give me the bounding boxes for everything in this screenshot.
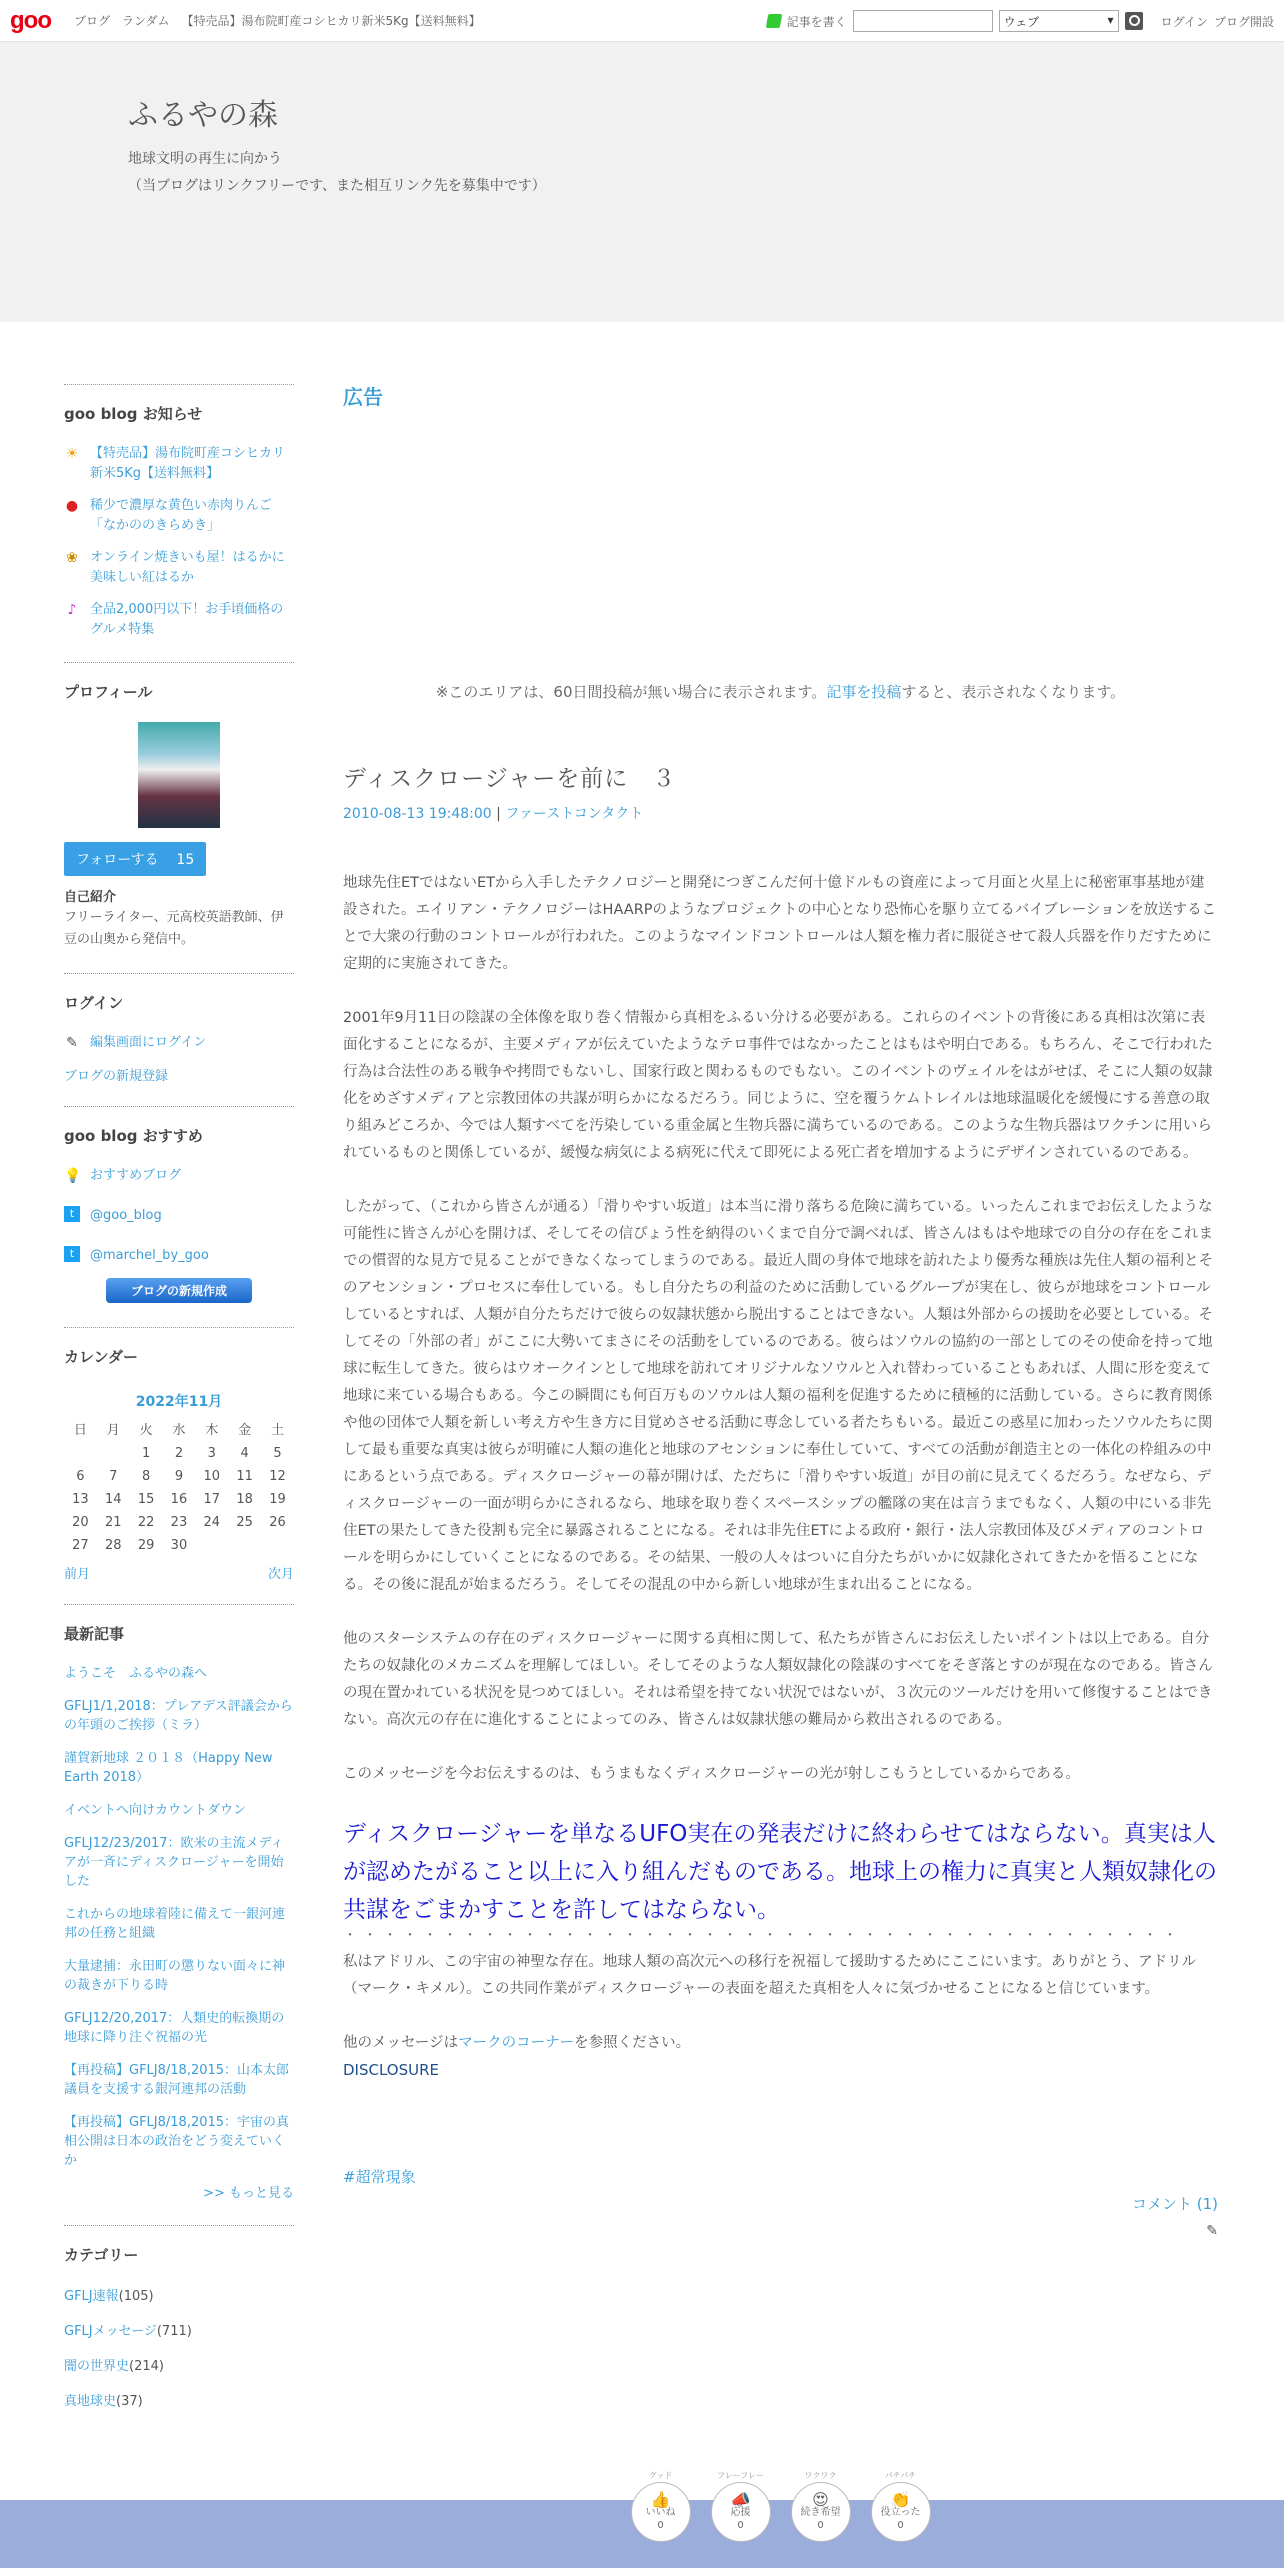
notice-text-a: ※このエリアは、60日間投稿が無い場合に表示されます。 [435,683,827,701]
recent-post-link[interactable]: ようこそ ふるやの森へ [64,1666,208,1681]
blog-description-line1: 地球文明の再生に向かう [128,151,282,167]
recent-heading: 最新記事 [64,1625,125,1643]
calendar-day: 19 [269,1492,286,1507]
profile-avatar[interactable] [138,722,220,828]
calendar-day: 8 [141,1469,151,1484]
calendar-day: 20 [72,1515,89,1530]
news-link[interactable]: オンライン焼きいも屋！はるかに美味しい紅はるか [90,550,285,585]
calendar-day: 14 [104,1492,122,1507]
follow-count: 15 [176,852,195,868]
ad-heading: 広告 [343,385,383,409]
post-title[interactable]: ディスクロージャーを前に ３ [343,766,677,792]
search-scope-select[interactable] [999,10,1119,32]
weekday: 土 [271,1423,285,1438]
calendar-day [97,1442,130,1465]
nav-random-link[interactable]: ランダム [122,14,170,28]
twitter-goo-blog-link[interactable]: @goo_blog [90,1208,162,1223]
post-paragraph: 私はアドリル、この宇宙の神聖な存在。地球人類の高次元への移行を祝福して援助するためにここにいます。ありがとう、アドリル（マーク・キメル）。この共同作業がディスクロージャーの表面を超えた真相を人々に気づかせることになると信じています。 [343,1954,1197,1997]
news-item [64,496,294,536]
calendar-month: 2022年11月 [135,1394,223,1410]
calendar-day: 27 [72,1538,89,1553]
intro-text: フリーライター、元高校英語教師、伊豆の山奥から発信中。 [64,910,284,947]
category-link[interactable]: 真地球史 [64,2394,117,2409]
reaction-buttons [628,2470,933,2542]
calendar-day: 16 [170,1492,188,1507]
recent-post-link[interactable]: これからの地球着陸に備えて一銀河連邦の任務と組織 [64,1907,286,1941]
calendar-day: 10 [203,1469,221,1484]
reaction-good[interactable] [628,2470,693,2542]
megaphone-icon: 📣 [730,2489,751,2509]
calendar-day: 13 [72,1492,89,1507]
reaction-top-label: パチパチ [884,2471,917,2480]
category-count: (711) [156,2324,192,2339]
reaction-label: 役立った [880,2506,921,2518]
news-section [64,384,294,640]
calendar-day: 7 [109,1469,118,1484]
recommend-heading: goo blog おすすめ [64,1127,203,1145]
calendar-day: 2 [174,1446,184,1461]
lightbulb-icon: 💡 [64,1168,82,1184]
category-link[interactable]: GFLJメッセージ [64,2324,157,2339]
twitter-icon: t [64,1246,80,1262]
reaction-label: いいね [645,2506,676,2518]
category-heading: カテゴリー [64,2246,139,2264]
calendar-day: 30 [170,1538,188,1553]
calendar-weekdays [64,1415,294,1442]
notice-text-b: すると、表示されなくなります。 [901,683,1126,701]
post-category-link[interactable]: ファーストコンタクト [505,806,644,822]
category-item [64,2390,294,2409]
reaction-count: 0 [657,2519,664,2531]
recent-posts-section [64,1604,294,2203]
recent-post-link[interactable]: 【再投稿】GFLJ8/18,2015：宇宙の真相公開は日本の政治をどう変えていくか [64,2115,290,2168]
calendar-day: 11 [236,1469,253,1484]
news-heading: goo blog お知らせ [64,405,203,423]
recent-post-link[interactable]: GFLJ12/23/2017：欧米の主流メディアが一斉にディスクロージャーを開始した [64,1836,284,1889]
recent-post-link[interactable]: 謹賀新地球 ２０１８（Happy New Earth 2018） [64,1751,273,1785]
search-input[interactable] [853,10,993,32]
calendar-day: 25 [236,1515,253,1530]
recommend-section [64,1106,294,1303]
post-paragraph: 他のスターシステムの存在のディスクロージャーに関する真相に関して、私たちが皆さんにお伝えしたいポイントは以上である。自分たちの奴隷化のメカニズムを理解してほしい。そしてそのような人類奴隷化の陰謀のすべてをそぎ落とすのが現在なのである。皆さんの現在置かれている状況を見つめてほしい。それは希望を持てない状況ではないが、３次元のツールだけを用いて修復することはできない。高次元の存在に進化することによってのみ、皆さんは奴隷状態の難局から救出されるのである。 [343,1631,1213,1728]
calendar-day: 21 [104,1515,122,1530]
calendar-day: 29 [137,1538,155,1553]
category-item [64,2320,294,2339]
calendar [64,1387,294,1557]
news-link[interactable]: 【特売品】湯布院町産コシヒカリ新米5Kg【送料無料】 [90,446,286,481]
edit-login-link[interactable]: 編集画面にログイン [90,1035,207,1050]
twitter-marchel-link[interactable]: @marchel_by_goo [90,1248,209,1263]
news-link[interactable]: 全品2,000円以下！お手頃価格のグルメ特集 [90,602,284,637]
calendar-week [64,1442,294,1465]
category-count: (214) [129,2359,164,2374]
thumbs-up-icon: 👍 [650,2489,671,2509]
reaction-clap[interactable] [868,2470,933,2542]
more-text-b: を参照ください。 [574,2035,691,2051]
category-item [64,2285,294,2304]
calendar-day: 28 [104,1538,122,1553]
blog-open-link[interactable]: ブログ開設 [1213,14,1274,29]
more-text-a: 他のメッセージは [343,2035,459,2051]
post-meta [343,801,1218,828]
recent-post-link[interactable]: GFLJ1/1,2018：プレアデス評議会からの年頭のご挨拶（ミラ） [64,1699,293,1733]
edit-login-row [64,1033,294,1053]
recent-post-link[interactable]: イベントへ向けカウントダウン [64,1803,247,1818]
reaction-excited[interactable] [788,2470,853,2542]
news-item [64,548,294,588]
twitter-row [64,1206,294,1226]
goo-logo[interactable]: goo [10,6,51,34]
recommend-blog-link[interactable]: おすすめブログ [90,1168,182,1183]
category-link[interactable]: 闇の世界史 [64,2359,130,2374]
reaction-count: 0 [897,2519,904,2531]
write-article-link[interactable]: 記事を書く [786,14,847,29]
category-item [64,2355,294,2374]
calendar-week [64,1511,294,1534]
recent-post-link[interactable]: 大量逮捕：永田町の懲りない面々に神の裁きが下りる時 [64,1959,286,1993]
profile-heading: プロフィール [64,683,153,701]
meta-separator: | [491,806,506,822]
post-paragraph: 地球先住ETではないETから入手したテクノロジーと開発につぎこんだ何十億ドルもの資産によって月面と火星上に秘密軍事基地が建設された。エイリアン・テクノロジーはHAARPのようなプロジェクトの中心となり恐怖心を駆り立てるバイブレーションを放送することで大衆の行動のコントロールが行われた。このようなマインドコントロールは人類を権力者に服従させて殺人兵器を作りだすために定期的に実施されてきた。 [343,875,1217,972]
news-link[interactable]: 稀少で濃厚な黄色い赤肉りんご「なかののきらめき」 [90,498,273,533]
reaction-top-label: ワクワク [804,2471,837,2480]
sun-icon: ☀ [65,446,79,462]
weekday: 月 [106,1423,120,1438]
more-posts-link[interactable]: >> もっと見る [203,2186,294,2201]
post-date-link[interactable]: 2010-08-13 19:48:00 [343,806,492,822]
blog-header [0,42,1284,322]
next-month-link[interactable]: 次月 [267,1567,294,1582]
calendar-nav [64,1563,294,1582]
blog-description-line2: （当ブログはリンクフリーです、また相互リンク先を募集中です） [128,178,546,194]
news-item [64,600,294,640]
nav-blog-link[interactable]: ブログ [74,14,111,28]
calendar-heading: カレンダー [64,1348,139,1366]
category-link[interactable]: GFLJ速報 [64,2289,119,2304]
calendar-day: 6 [76,1469,85,1484]
calendar-day: 9 [174,1469,184,1484]
calendar-day [195,1534,228,1557]
create-blog-button[interactable]: ブログの新規作成 [106,1278,252,1303]
calendar-week [64,1488,294,1511]
calendar-day: 5 [273,1446,282,1461]
recommend-row [64,1166,294,1186]
prev-month-link[interactable]: 前月 [64,1567,91,1582]
blog-title[interactable]: ふるやの森 [128,98,278,133]
category-section [64,2225,294,2409]
calendar-day: 22 [137,1515,155,1530]
calendar-day: 18 [236,1492,253,1507]
category-count: (105) [118,2289,154,2304]
calendar-day [228,1534,261,1557]
calendar-day: 23 [170,1515,188,1530]
new-registration-link[interactable]: ブログの新規登録 [64,1069,169,1084]
music-note-icon: ♪ [67,602,77,618]
intro-heading: 自己紹介 [64,890,117,905]
topbar-right [767,0,1274,42]
weekday: 日 [73,1423,87,1438]
calendar-week [64,1465,294,1488]
disclosure-label: DISCLOSURE [343,2061,439,2079]
search-scope-value: ウェブ [1003,15,1040,29]
reaction-top-label: フレーフレー [717,2471,764,2480]
top-navigation-bar [0,0,1284,42]
follow-label: フォローする [76,852,159,868]
follow-button[interactable] [64,842,206,876]
login-section [64,973,294,1084]
weekday: 水 [172,1423,186,1438]
twitter-row [64,1246,294,1266]
recent-post-link[interactable]: 【再投稿】GFLJ8/18,2015：山本太郎議員を支援する銀河連邦の活動 [64,2063,290,2097]
post-paragraph [343,2030,1218,2057]
calendar-day: 24 [203,1515,221,1530]
weekday: 火 [139,1423,153,1438]
ad-notice [343,679,1218,706]
dotted-divider: ・・・・・・・・・・・・・・・・・・・・・・・・・・・・・・・・・・・・・・・・・・ [343,1928,1183,1944]
weekday: 木 [205,1423,219,1438]
edit-pencil-icon[interactable]: ✎ [1206,2223,1218,2239]
post-paragraph: したがって、（これから皆さんが通る）「滑りやすい坂道」は本当に滑り落ちる危険に満ちている。いったんこれまでお伝えしたような可能性に皆さんが心を開けば、そしてその信ぴょう性を納得のいくまで自分で調べれば、皆さんはもはや地球での自分の存在をこれまでの慣習的な見方で見ることができなくなってしまうのである。最近人間の身体で地球を訪れたより優秀な種族は先住人類の福利とそのアセンション・プロセスに奉仕している。もし自分たちの利益のために活動しているグループが実在し、彼らが地球をコントロールしているとすれば、人類が自分たちだけで彼らの奴隷状態から脱出することはできない。人類は外部からの援助を必要としている。そしてその「外部の者」がここに大勢いてまさにその活動をしているのである。彼らはソウルの協約の一部としてのその使命を持って地球に転生してきた。彼らはウオークインとして地球を訪れてオリジナルなソウルと入れ替わっていることもあれば、人間に形を変えて地球に来ている場合もある。今この瞬間にも何百万ものソウルは人類の福利を促進するために積極的に活動している。さらに教育関係や他の団体で人類を新しい考え方や生き方に目覚めさせる活動に専念している者たちもいる。最近この惑星に加わったソウルたちに関して最も重要な真実は彼らが明確に人類の進化と地球のアセンションに奉仕していて、すべての活動が創造主との一体化の枠組みの中にあるという点である。ディスクロージャーの幕が開けば、ただちに「滑りやすい坂道」が目の前に見えてくるだろう。なぜなら、ディスクロージャーの一面が明らかにされるなら、地球を取り巻くスペースシップの艦隊の実在は言うまでもなく、人類の中にいる非先住ETの果たしてきた役割も完全に暴露されることになる。それは非先住ETによる政府・銀行・法人宗教団体及びメディアのコントロールを明らかにしていくことになるのである。その結果、一般の人々はついに自分たちがいかに奴隷化されてきたかを悟ることになる。その後に混乱が始まるだろう。そしてその混乱の中から新しい地球が生まれ出ることになる。 [343,1199,1213,1593]
category-count: (37) [116,2394,143,2409]
reaction-count: 0 [737,2519,744,2531]
calendar-day: 12 [269,1469,286,1484]
chevron-down-icon: ▾ [1107,13,1114,27]
hashtag-link[interactable]: #超常現象 [343,2168,416,2186]
calendar-section [64,1327,294,1582]
reaction-label: 応援 [730,2506,751,2518]
blog-description [128,146,546,200]
calendar-day: 3 [207,1446,216,1461]
reaction-label: 続き希望 [800,2506,841,2518]
sweet-potato-icon: ❀ [66,550,78,566]
post-emphasis: ディスクロージャーを単なるUFO実在の発表だけに終わらせてはならない。真実は人が認めたがること以上に入り組んだものである。地球上の権力に真実と人類奴隷化の共謀をごまかすことを許してはならない。 [343,1821,1217,1923]
calendar-day [64,1442,97,1465]
login-link[interactable]: ログイン [1160,14,1208,29]
reaction-top-label: グッド [648,2471,673,2480]
login-heading: ログイン [64,994,124,1012]
post-paragraph: 2001年9月11日の陰謀の全体像を取り巻く情報から真相をふるい分ける必要がある。これらのイベントの背後にある真相は次第に表面化することになるが、主要メディアが伝えていたようなテロ事件ではなかったことはもはや明白である。もちろん、そこで行われた行為は合法性のある戦争や拷問でもないし、国家行政と関わるものでもない。このイベントのヴェイルをはがせば、そこに人類の奴隷化をめざすメディアと宗教団体の共謀が明らかになるだろう。同じように、空を覆うケムトレイルは地球温暖化を緩慢にする善意の取り組みどころか、今では人類すべてを汚染している重金属と生物兵器に満ちているのである。このような生物兵器はワクチンに用いられているものと関係しているが、緩慢な病気による病死に代えて即死による死亡者を増加するようにデザインされているのである。 [343,1010,1213,1161]
reaction-count: 0 [817,2519,824,2531]
post-paragraph: このメッセージを今お伝えするのは、もうまもなくディスクロージャーの光が射しこもうとしているからである。 [343,1766,1080,1782]
calendar-day: 1 [141,1446,151,1461]
sidebar [64,384,294,2431]
search-button[interactable] [1125,12,1143,30]
pencil-icon: ✎ [66,1035,78,1051]
comment-link[interactable]: コメント (1) [1131,2195,1218,2213]
news-item [64,444,294,484]
calendar-day: 17 [203,1492,221,1507]
twitter-icon: t [64,1206,80,1222]
main-content [343,384,1218,2245]
clap-icon: 👏 [890,2489,911,2509]
weekday: 金 [238,1423,252,1438]
heart-eyes-icon: 😍 [812,2489,829,2509]
calendar-day: 15 [137,1492,155,1507]
apple-icon: ● [65,498,79,514]
calendar-day: 26 [269,1515,286,1530]
calendar-day: 4 [240,1446,249,1461]
mark-corner-link[interactable]: マークのコーナー [458,2035,575,2051]
calendar-week [64,1534,294,1557]
post-article-link[interactable]: 記事を投稿 [826,683,902,701]
profile-section [64,662,294,951]
recent-post-link[interactable]: GFLJ12/20,2017：人類史的転換期の地球に降り注ぐ祝福の光 [64,2011,285,2045]
nav-promo-link[interactable]: 【特売品】湯布院町産コシヒカリ新米5Kg【送料無料】 [181,14,481,28]
reaction-cheer[interactable] [708,2470,773,2542]
calendar-day [261,1534,294,1557]
pen-icon [765,14,781,28]
